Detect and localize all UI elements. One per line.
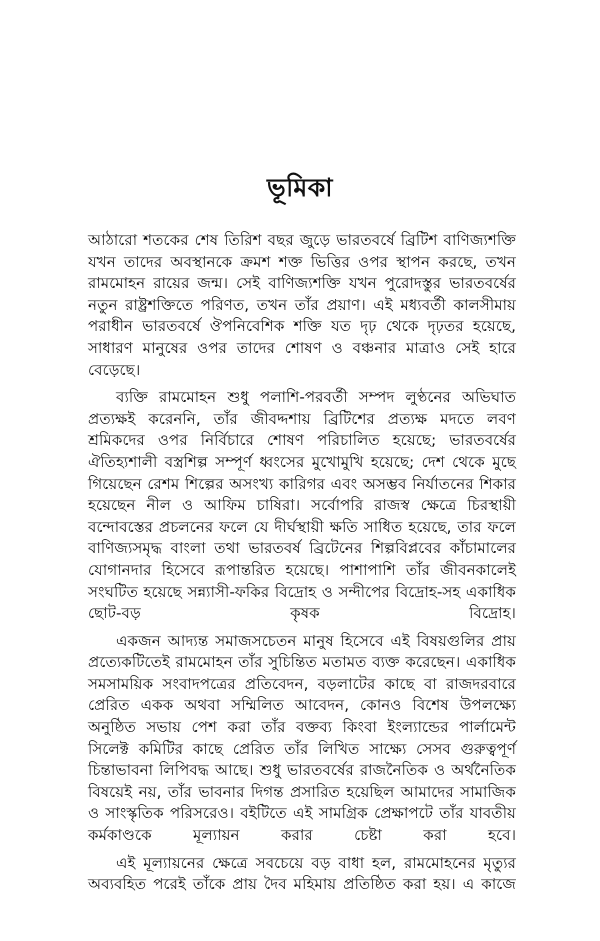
- paragraph-4: এই মূল্যায়নের ক্ষেত্রে সবচেয়ে বড় বাধা হল, রামমোহনের মৃত্যুর অব্যবহিত পরেই তাঁকে প্রায় দৈব মহিমায় প্রতিষ্ঠিত করা হয়। এ কাজে: [88, 853, 516, 894]
- paragraph-2: ব্যক্তি রামমোহন শুধু পলাশি-পরবর্তী সম্পদ লুণ্ঠনের অভিঘাত প্রত্যক্ষই করেননি, তাঁর জীবদ্দশায় ব্রিটিশের প্রত্যক্ষ মদতে লবণ শ্রমিকদের ওপর নির্বিচারে শোষণ পরিচালিত হয়েছে; ভারতবর্ষের ঐতিহ্যশালী বস্ত্রশিল্প সম্পূর্ণ ধ্বংসের মুখোমুখি হয়েছে; দেশ থেকে মুছে গিয়েছেন রেশম শিল্পের অসংখ্য কারিগর এবং অসম্ভব নির্যাতনের শিকার হয়েছেন নীল ও আফিম চাষিরা। সর্বোপরি রাজস্ব ক্ষেত্রে চিরস্থায়ী বন্দোবস্তের প্রচলনের ফলে যে দীর্ঘস্থায়ী ক্ষতি সাধিত হয়েছে, তার ফলে বাণিজ্যসমৃদ্ধ বাংলা তথা ভারতবর্ষ ব্রিটেনের শিল্পবিপ্লবের কাঁচামালের যোগানদার হিসেবে রূপান্তরিত হয়েছে। পাশাপাশি তাঁর জীবনকালেই সংঘটিত হয়েছে সন্ন্যাসী-ফকির বিদ্রোহ ও সন্দীপের বিদ্রোহ-সহ একাধিক ছোট-বড় কৃষক বিদ্রোহ।: [88, 388, 516, 623]
- paragraph-1: আঠারো শতকের শেষ তিরিশ বছর জুড়ে ভারতবর্ষে ব্রিটিশ বাণিজ্যশক্তি যখন তাদের অবস্থানকে ক্রমশ শক্ত ভিত্তির ওপর স্থাপন করছে, তখন রামমোহন রায়ের জন্ম। সেই বাণিজ্যশক্তি যখন পুরোদস্তুর ভারতবর্ষের নতুন রাষ্ট্রশক্তিতে পরিণত, তখন তাঁর প্রয়াণ। এই মধ্যবর্তী কালসীমায় পরাধীন ভারতবর্ষে ঔপনিবেশিক শক্তি যত দৃঢ় থেকে দৃঢ়তর হয়েছে, সাধারণ মানুষের ওপর তাদের শোষণ ও বঞ্চনার মাত্রাও সেই হারে বেড়েছে।: [88, 231, 516, 379]
- page-title: ভূমিকা: [267, 173, 333, 202]
- body-text: [88, 230, 516, 902]
- paragraph-3: একজন আদ্যন্ত সমাজসচেতন মানুষ হিসেবে এই বিষয়গুলির প্রায় প্রত্যেকটিতেই রামমোহন তাঁর সুচিন্তিত মতামত ব্যক্ত করেছেন। একাধিক সমসাময়িক সংবাদপত্রের প্রতিবেদন, বড়লাটের কাছে বা রাজদরবারে প্রেরিত একক অথবা সম্মিলিত আবেদন, কোনও বিশেষ উপলক্ষ্যে অনুষ্ঠিত সভায় পেশ করা তাঁর বক্তব্য কিংবা ইংল্যান্ডের পার্লামেন্ট সিলেক্ট কমিটির কাছে প্রেরিত তাঁর লিখিত সাক্ষ্যে সেসব গুরুত্বপূর্ণ চিন্তাভাবনা লিপিবদ্ধ আছে। শুধু ভারতবর্ষের রাজনৈতিক ও অর্থনৈতিক বিষয়েই নয়, তাঁর ভাবনার দিগন্ত প্রসারিত হয়েছিল আমাদের সামাজিক ও সাংস্কৃতিক পরিসরেও। বইটিতে এই সামগ্রিক প্রেক্ষাপটে তাঁর যাবতীয় কর্মকাণ্ডকে মূল্যায়ন করার চেষ্টা করা হবে।: [88, 631, 516, 845]
